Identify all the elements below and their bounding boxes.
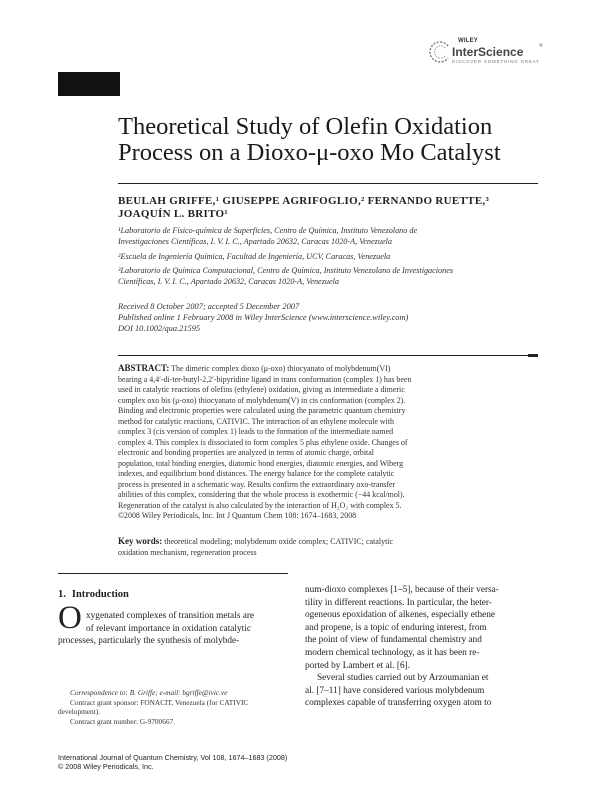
- intro-lines-full: [58, 635, 288, 648]
- abstract-line-10: population, total binding energies, diatomic bond energies, diatomic energies, and Wiberg: [118, 458, 404, 468]
- affiliation-3: [118, 265, 558, 287]
- abstract-line-2: bearing a 4,4′-di-ter-butyl-2,2′-bipyridine ligand in trans conformation (complex 1) has been: [118, 374, 412, 384]
- grant-number: Contract grant number: G-9700667.: [70, 716, 175, 726]
- abstract-line-9: electronic and bonding properties are analyzed in terms of atomic charge, orbital: [118, 448, 374, 457]
- drop-cap: O: [58, 600, 82, 636]
- title-line-1: Theoretical Study of Olefin Oxidation: [118, 113, 493, 140]
- p2-line-3: complexes capable of transferring oxygen atom to: [305, 698, 492, 709]
- section-number: 1.: [58, 589, 66, 600]
- authors-line-1: BEULAH GRIFFE,¹ GIUSEPPE AGRIFOGLIO,² FERNANDO RUETTE,³: [118, 195, 490, 207]
- p1-line-4: and propene, is a topic of enduring interest, from: [305, 622, 487, 633]
- section-heading: [58, 589, 129, 600]
- keywords-label: Key words:: [118, 536, 163, 546]
- logo-arc-icon: [428, 40, 452, 64]
- abstract-line-14: Regeneration of the catalyst is also calculated by the interaction of H₂O₂ with complex 5.: [118, 500, 402, 510]
- section-rule: [58, 573, 288, 574]
- affiliation-1: [118, 225, 558, 247]
- abstract-line-11: indexes, and equilibrium bond distances. The energy balance for the complete catalytic: [118, 469, 395, 478]
- logo-tagline: DISCOVER SOMETHING GREAT: [452, 59, 540, 64]
- abstract-rule-mark: [528, 354, 538, 357]
- journal-citation: International Journal of Quantum Chemistry, Vol 108, 1674–1683 (2008): [58, 753, 288, 762]
- affiliation-2: [118, 251, 558, 262]
- affiliation-1-line-2: Investigaciones Científicas, I. V. I. C., Apartado 20632, Caracas 1020-A, Venezuela: [118, 237, 392, 246]
- abstract-line-4: complex oxo bis (μ-oxo) thiocyanato of molybdenum(V) in cis conformation (complex 2).: [118, 395, 406, 405]
- affiliation-3-line-1: ³Laboratorio de Química Computacional, Centro de Química, Instituto Venezolano de Investigaciones: [118, 266, 454, 275]
- intro-line-3: processes, particularly the synthesis of molybde-: [58, 636, 240, 646]
- intro-lines-beside-dropcap: [86, 610, 288, 635]
- p1-line-5: the point of view of fundamental chemistry and: [305, 635, 482, 646]
- p1-line-1: num-dioxo complexes [1–5], because of their versa-: [305, 585, 499, 595]
- abstract-line-3: used in catalytic reactions of olefins (ethylene) oxidation, giving as intermediate a dimeric: [118, 385, 405, 394]
- article-title: [118, 114, 538, 166]
- received-date: Received 8 October 2007; accepted 5 December 2007: [118, 302, 300, 311]
- paragraph-2: [305, 672, 538, 710]
- p2-line-1: Several studies carried out by Arzoumanian et: [317, 673, 489, 684]
- p1-line-7: ported by Lambert et al. [6].: [305, 660, 411, 671]
- keywords-line-1: theoretical modeling; molybdenum oxide complex; CATIVIC; catalytic: [162, 537, 394, 546]
- wiley-interscience-logo: [428, 38, 546, 70]
- authors-line-2: JOAQUÍN L. BRITO¹: [118, 208, 228, 220]
- keywords-line-2: oxidation mechanism, regeneration process: [118, 547, 257, 557]
- title-line-2: Process on a Dioxo-μ-oxo Mo Catalyst: [118, 139, 501, 166]
- sponsor-line-1: Contract grant sponsor: FONACIT, Venezuela (for CATIVIC: [70, 697, 249, 707]
- abstract-line-8: complex 4. This complex is dissociated to form complex 5 plus ethylene oxide. Changes of: [118, 437, 408, 447]
- abstract-line-1: The dimeric complex dioxo (μ-oxo) thiocyanato of molybdenum(VI): [169, 364, 391, 373]
- abstract-line-13: abilities of this complex, considering that the whole process is exothermic (−44 kcal/mol).: [118, 490, 405, 499]
- p2-line-2: al. [7–11] have considered various molybdenum: [305, 685, 485, 696]
- logo-name: InterScience: [452, 45, 524, 59]
- abstract-line-5: Binding and electronic properties were calculated using the parametric quantum chemistry: [118, 406, 406, 415]
- intro-line-2: of relevant importance in oxidation catalytic: [86, 623, 251, 634]
- logo-brand: WILEY: [458, 38, 478, 44]
- p1-line-6: modern chemical technology, as it has been re-: [305, 647, 480, 658]
- abstract-line-6: method for catalytic reactions, CATIVIC. The interaction of an ethylene molecule with: [118, 416, 395, 426]
- keywords: [118, 536, 486, 558]
- abstract: [118, 363, 486, 522]
- abstract-copyright: ©2008 Wiley Periodicals, Inc. Int J Quantum Chem 108: 1674–1683, 2008: [118, 511, 357, 520]
- author-list: [118, 195, 538, 221]
- published-online: Published online 1 February 2008 in Wiley InterScience (www.interscience.wiley.com): [118, 313, 409, 322]
- sponsor-line-2: development).: [58, 707, 100, 716]
- publication-dates: [118, 301, 538, 334]
- journal-copyright: © 2008 Wiley Periodicals, Inc.: [58, 762, 154, 772]
- journal-footer: [58, 753, 358, 771]
- section-title: Introduction: [71, 589, 129, 600]
- journal-header-block: [58, 72, 120, 96]
- affiliation-3-line-2: Científicas, I. V. I. C., Apartado 20632, Caracas 1020-A, Venezuela: [118, 277, 339, 286]
- logo-registered-mark: ®: [539, 44, 543, 49]
- abstract-label: ABSTRACT:: [118, 363, 170, 373]
- title-rule: [118, 183, 538, 184]
- correspondence-note: Correspondence to: B. Griffe; e-mail: bgriffe@ivic.ve: [70, 688, 228, 697]
- affiliation-2-line-1: ²Escuela de Ingeniería Química, Facultad de Ingeniería, UCV, Caracas, Venezuela: [118, 252, 391, 261]
- p1-line-3: ogeneous epoxidation of alkenes, especially ethene: [305, 610, 496, 621]
- footnotes: [58, 688, 290, 726]
- abstract-line-12: process is presented in a schematic way. Results confirm the extraordinary oxo-transfer: [118, 479, 396, 489]
- affiliation-1-line-1: ¹Laboratorio de Físico-química de Superficies, Centro de Química, Instituto Venezolano de: [118, 226, 418, 235]
- abstract-rule: [118, 355, 538, 356]
- abstract-line-7: complex 3 (cis version of complex 1) leads to the formation of the intermediate named: [118, 427, 394, 436]
- paragraph-1: [305, 584, 538, 672]
- intro-line-1: xygenated complexes of transition metals are: [86, 611, 255, 621]
- right-column-text: [305, 584, 538, 710]
- doi: DOI 10.1002/qua.21595: [118, 324, 201, 333]
- p1-line-2: tility in different reactions. In particular, the heter-: [305, 597, 492, 608]
